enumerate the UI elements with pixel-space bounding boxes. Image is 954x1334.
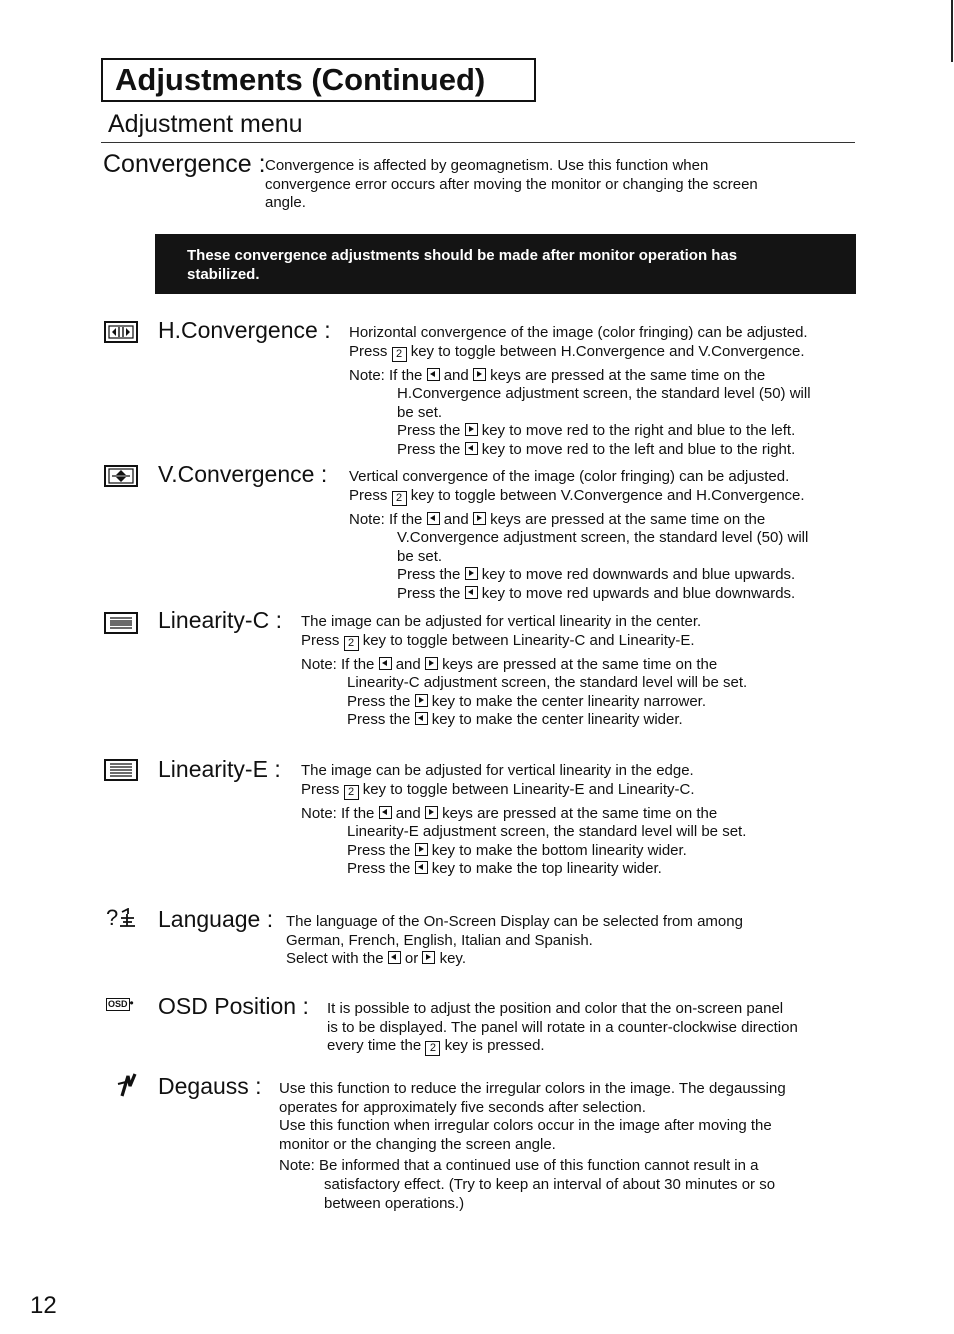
key-2-icon: 2 bbox=[344, 636, 359, 651]
left-key-icon bbox=[465, 586, 478, 599]
left-key-icon bbox=[379, 806, 392, 819]
right-key-icon bbox=[415, 694, 428, 707]
linearity-e-heading: Linearity-E : bbox=[158, 756, 281, 782]
page-edge-line bbox=[951, 0, 953, 62]
right-key-icon bbox=[422, 951, 435, 964]
degauss-icon bbox=[116, 1072, 138, 1098]
left-key-icon bbox=[388, 951, 401, 964]
degauss-body: Use this function to reduce the irregular colors in the image. The degaussing operates for approximately five seconds after selection. Use this function when irregular colors occur in the image after moving the monitor or the changing the screen angle. Note: Be informed that a continued use of this function cannot result in a satisfactory effect. (Try to keep an interval of about 30 minutes or so between operations.) bbox=[279, 1080, 786, 1212]
h-convergence-icon bbox=[104, 321, 138, 343]
key-2-icon: 2 bbox=[344, 785, 359, 800]
title-box bbox=[101, 58, 536, 102]
degauss-heading: Degauss : bbox=[158, 1073, 262, 1099]
key-2-icon: 2 bbox=[392, 347, 407, 362]
convergence-description: Convergence is affected by geomagnetism. Use this function when convergence error occurs after moving the monitor or changing the screen angle. bbox=[265, 157, 758, 212]
right-key-icon bbox=[425, 657, 438, 670]
linearity-e-icon bbox=[104, 759, 138, 781]
linearity-c-heading: Linearity-C : bbox=[158, 607, 282, 633]
left-key-icon bbox=[379, 657, 392, 670]
left-key-icon bbox=[415, 712, 428, 725]
language-heading: Language : bbox=[158, 906, 274, 932]
convergence-banner: These convergence adjustments should be made after monitor operation has stabilized. bbox=[155, 234, 856, 294]
page-subtitle: Adjustment menu bbox=[108, 110, 303, 138]
convergence-heading: Convergence : bbox=[103, 150, 266, 178]
h-convergence-heading: H.Convergence : bbox=[158, 317, 331, 343]
h-convergence-body: Horizontal convergence of the image (color fringing) can be adjusted. Press 2 key to toggle between H.Convergence and V.Convergence. Note: If the and keys are pressed at the same time on the H.Convergence adjustment screen, the standard level (50) will be set. Press the key to move red to the right and blue to the left. Press the key to move red to the left and blue to the right. bbox=[349, 324, 811, 458]
linearity-e-body: The image can be adjusted for vertical linearity in the edge. Press 2 key to toggle between Linearity-E and Linearity-C. Note: If the and keys are pressed at the same time on the Linearity-E adjustment screen, the standard level will be set. Press the key to make the bottom linearity wider. Press the key to make the top linearity wider. bbox=[301, 762, 747, 878]
right-key-icon bbox=[473, 368, 486, 381]
v-convergence-body: Vertical convergence of the image (color fringing) can be adjusted. Press 2 key to toggle between V.Convergence and H.Convergence. Note: If the and keys are pressed at the same time on the V.Convergence adjustment screen, the standard level (50) will be set. Press the key to move red downwards and blue upwards. Press the key to move red upwards and blue downwards. bbox=[349, 468, 809, 602]
osd-position-body: It is possible to adjust the position and color that the on-screen panel is to be displayed. The panel will rotate in a counter-clockwise direction every time the 2 key is pressed. bbox=[327, 1000, 798, 1055]
v-convergence-heading: V.Convergence : bbox=[158, 461, 328, 487]
left-key-icon bbox=[465, 442, 478, 455]
osd-position-icon: OSD • bbox=[108, 996, 134, 1010]
page-number: 12 bbox=[30, 1292, 57, 1319]
right-key-icon bbox=[425, 806, 438, 819]
key-2-icon: 2 bbox=[425, 1041, 440, 1056]
key-2-icon: 2 bbox=[392, 491, 407, 506]
linearity-c-body: The image can be adjusted for vertical linearity in the center. Press 2 key to toggle between Linearity-C and Linearity-E. Note: If the and keys are pressed at the same time on the Linearity-C adjustment screen, the standard level will be set. Press the key to make the center linearity narrower. Press the key to make the center linearity wider. bbox=[301, 613, 748, 729]
osd-position-heading: OSD Position : bbox=[158, 993, 309, 1019]
page-title: Adjustments (Continued) bbox=[115, 62, 486, 97]
language-icon: ? bbox=[106, 905, 138, 931]
left-key-icon bbox=[427, 512, 440, 525]
v-convergence-icon bbox=[104, 465, 138, 487]
right-key-icon bbox=[415, 843, 428, 856]
right-key-icon bbox=[473, 512, 486, 525]
right-key-icon bbox=[465, 423, 478, 436]
right-key-icon bbox=[465, 567, 478, 580]
left-key-icon bbox=[427, 368, 440, 381]
language-body: The language of the On-Screen Display can be selected from among German, French, English, Italian and Spanish. Select with the or key. bbox=[286, 913, 743, 968]
linearity-c-icon bbox=[104, 612, 138, 634]
left-key-icon bbox=[415, 861, 428, 874]
header-rule bbox=[101, 142, 855, 143]
